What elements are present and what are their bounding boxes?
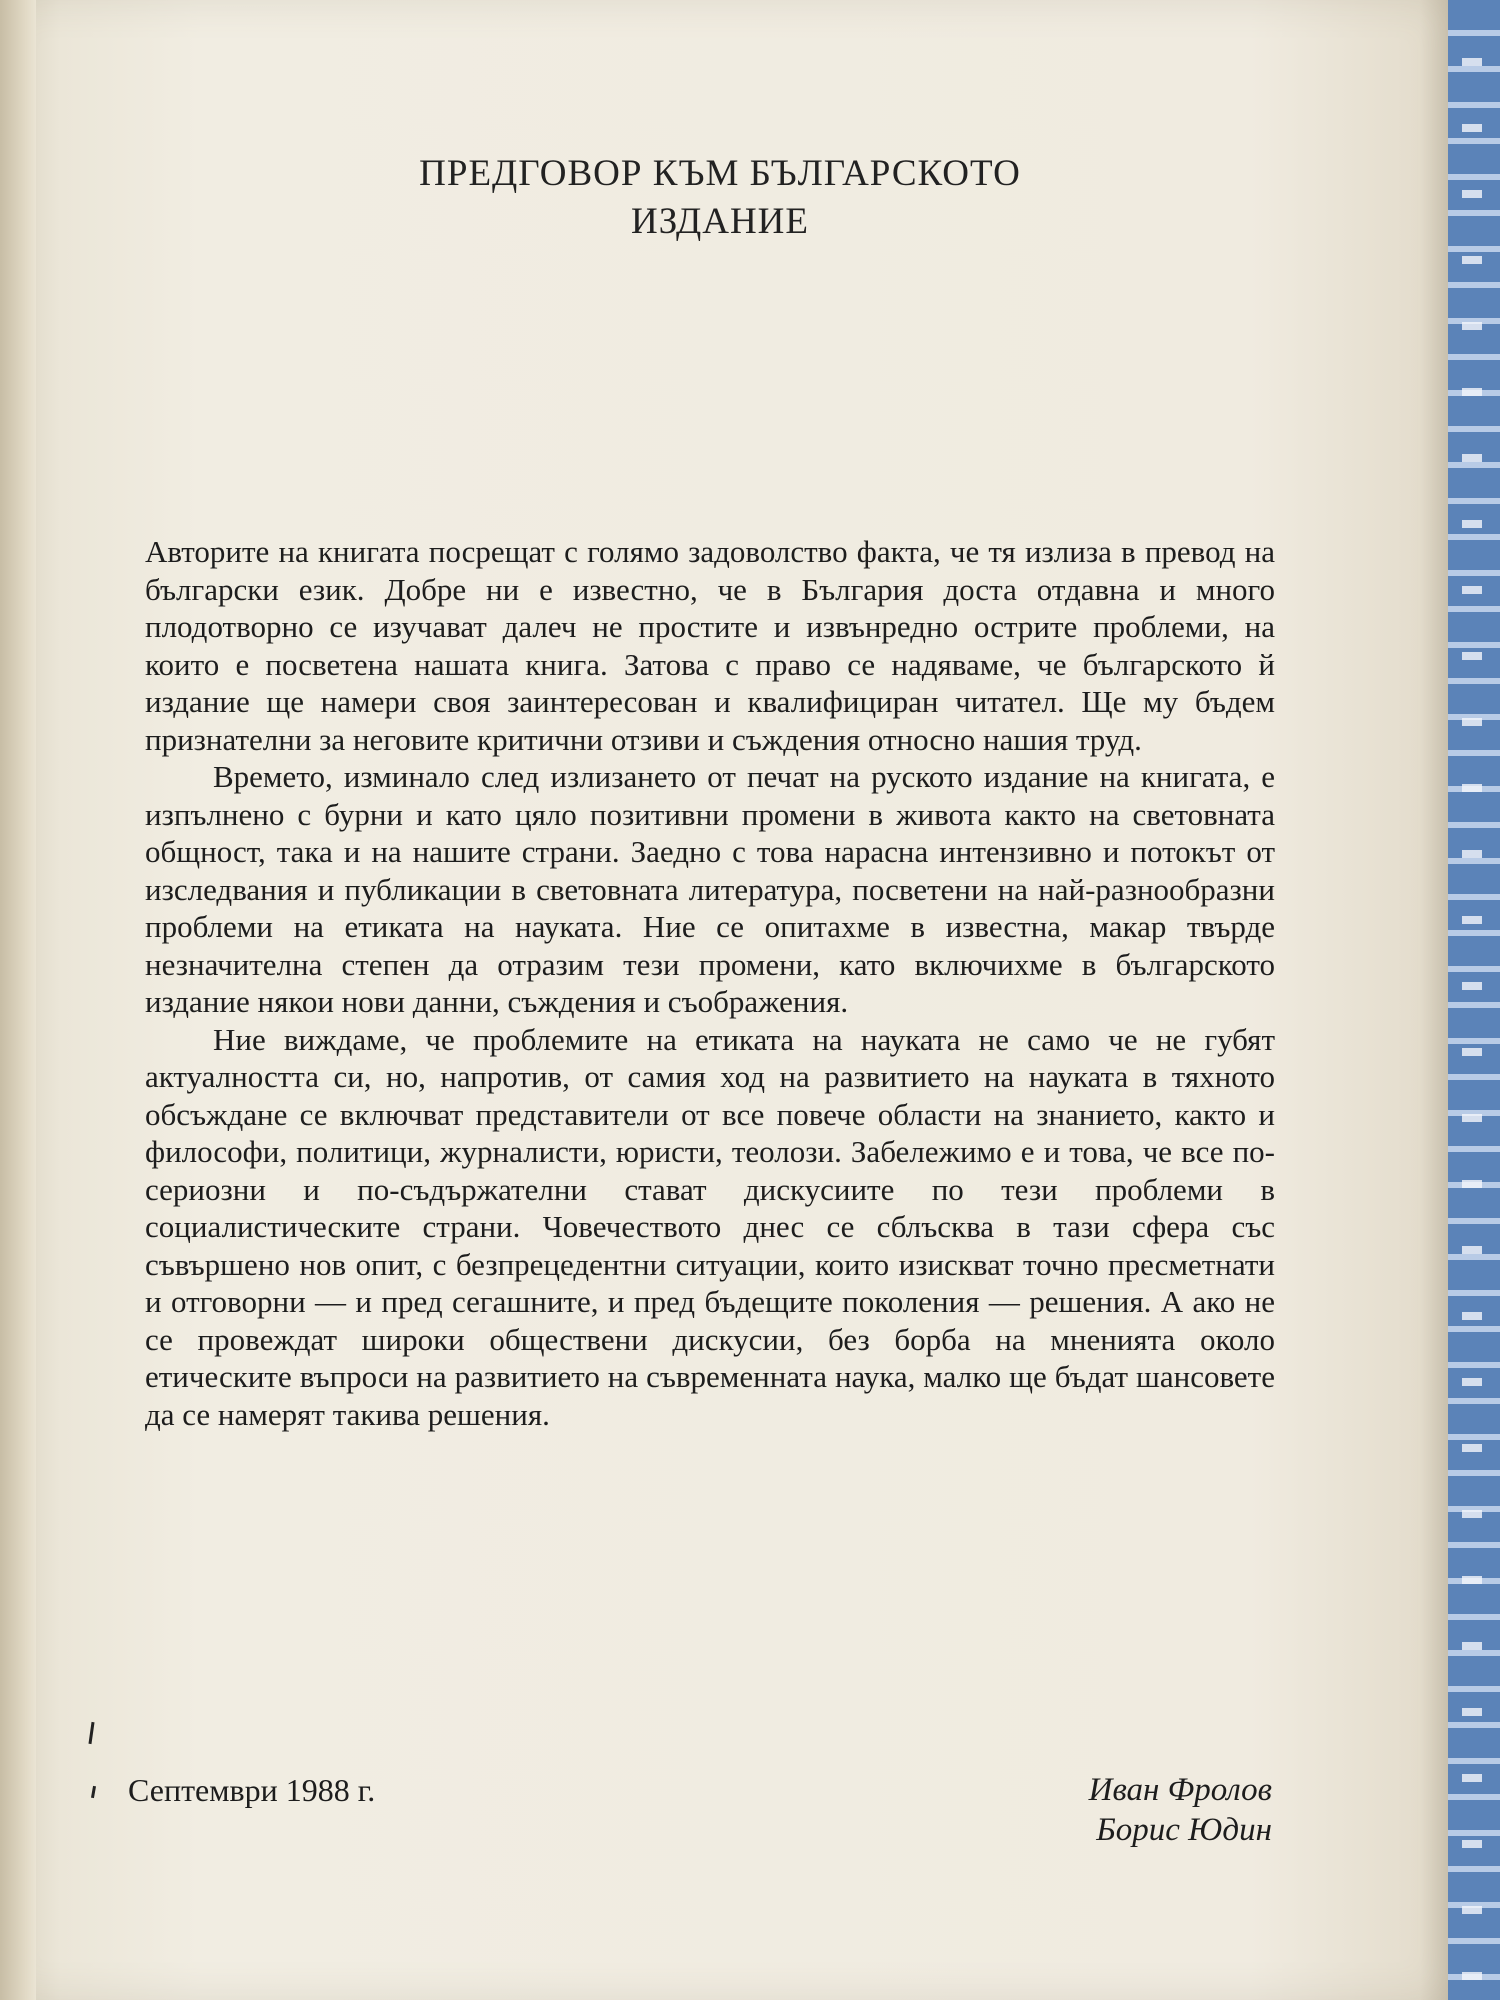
signatures [900,1770,1272,1850]
author-name: Иван Фролов [1088,1772,1272,1808]
date-line: Септември 1988 г. [128,1772,376,1808]
page-title [300,150,1140,246]
author-name: Борис Юдин [1096,1812,1272,1848]
notebook-ruling [1462,0,1482,2000]
pencil-mark [91,1786,96,1798]
body-text [145,533,1275,1433]
page-binding [0,0,36,2000]
title-line-1: ПРЕДГОВОР КЪМ БЪЛГАРСКОТО [419,153,1021,194]
paragraph-3: Ние виждаме, че проблемите на етиката на науката не само че не губят актуалността си, но, напротив, от самия ход на развитието на науката в тяхното обсъждане се включват представители от все повече области на знанието, както и философи, политици, журналисти, юристи, теолози. Забележимо е и това, че все по-сериозни и по-съдържателни стават дискусиите по тези проблеми в социалистическите страни. Човечеството днес се сблъсква в тази сфера със съвършено нов опит, с безпрецедентни ситуации, които изискват точно пресметнати и отговорни — и пред сегашните, и пред бъдещите поколения — решения. А ако не се провеждат широки обществени дискусии, без борба на мненията около етическите въпроси на развитието на съвременната наука, малко ще бъдат шансовете да се намерят такива решения. [145,1021,1275,1432]
title-line-2: ИЗДАНИЕ [631,201,809,242]
pencil-mark [88,1722,94,1744]
paragraph-2: Времето, изминало след излизането от печат на руското издание на книгата, е изпълнено с бурни и като цяло позитивни промени в живота както на световната общност, така и на нашите страни. Заедно с това нарасна интензивно и потокът от изследвания и публикации в световната литература, посветени на най-разнообразни проблеми на етиката на науката. Ние се опитахме в известна, макар твърде незначителна степен да отразим тези промени, като включихме в българското издание някои нови данни, съждения и съображения. [145,759,1275,1019]
paragraph-1: Авторите на книгата посрещат с голямо задоволство факта, че тя излиза в превод на български език. Добре ни е известно, че в България доста отдавна и много плодотворно се изучават далеч не простите и извънредно острите проблеми, на които е посветена нашата книга. Затова с право се надяваме, че българското й издание ще намери своя заинтересован и квалифициран читател. Ще му бъдем признателни за неговите критични отзиви и съждения относно нашия труд. [145,534,1275,757]
